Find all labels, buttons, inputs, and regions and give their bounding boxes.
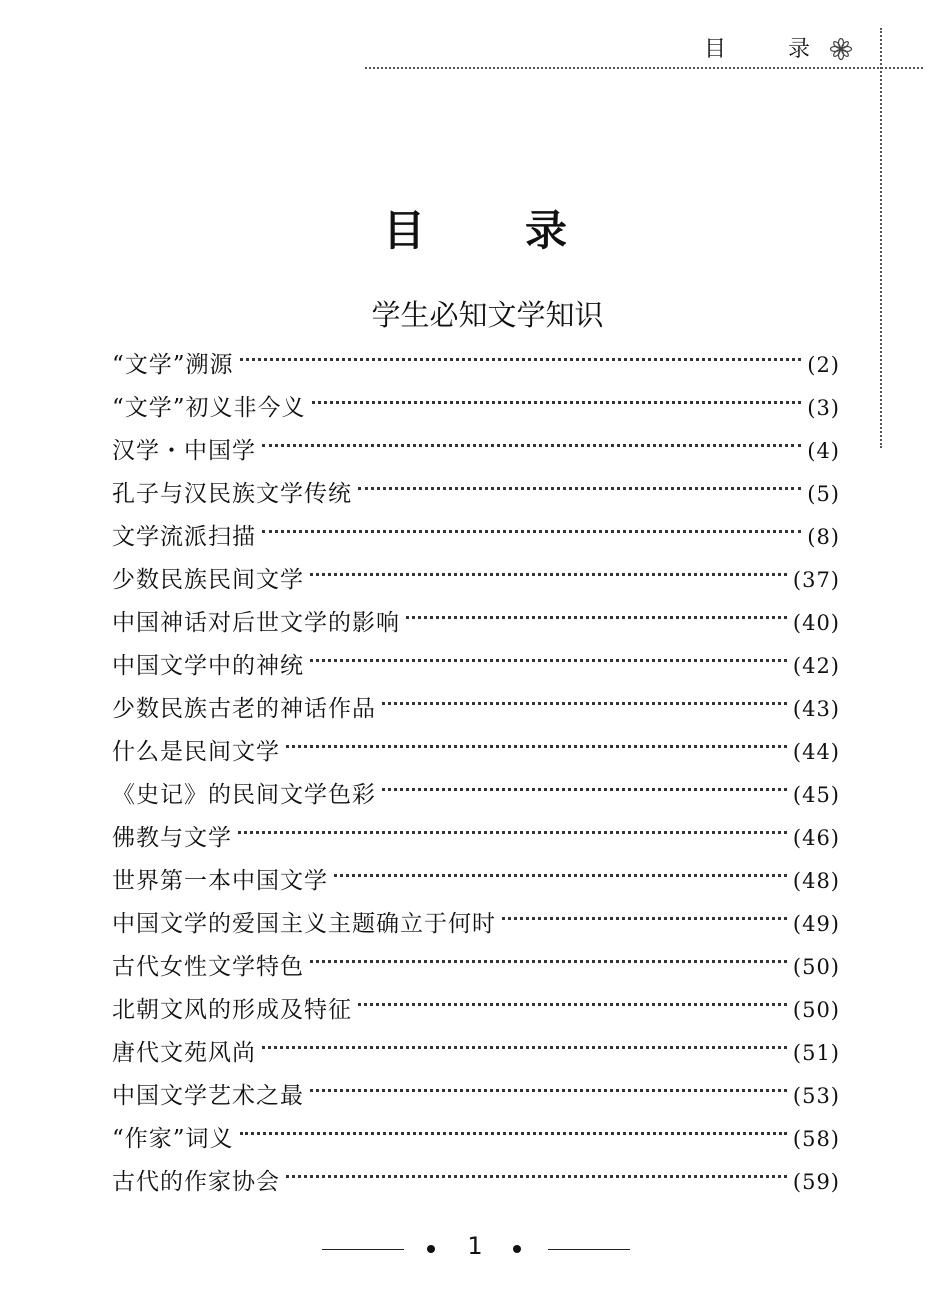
toc-entry[interactable] bbox=[112, 430, 840, 473]
toc-entry[interactable] bbox=[112, 1032, 840, 1075]
toc-entry-page: (59) bbox=[792, 1170, 840, 1194]
toc-dot-leader bbox=[310, 659, 787, 662]
toc-entry[interactable] bbox=[112, 602, 840, 645]
toc-entry-title: 什么是民间文学 bbox=[112, 739, 280, 765]
toc-entry-title: 唐代文苑风尚 bbox=[112, 1040, 256, 1066]
toc-entry-title: 少数民族民间文学 bbox=[112, 567, 304, 593]
toc-entry-title: 中国文学的爱国主义主题确立于何时 bbox=[112, 911, 496, 937]
running-head bbox=[700, 32, 840, 66]
toc-entry-title: 文学流派扫描 bbox=[112, 524, 256, 550]
toc-dot-leader bbox=[262, 530, 801, 533]
toc-entry-page: (44) bbox=[792, 740, 840, 764]
section-heading: 学生必知文学知识 bbox=[371, 298, 604, 332]
running-head-char-2: 录 bbox=[788, 37, 811, 62]
toc-dot-leader bbox=[240, 358, 802, 361]
toc-dot-leader bbox=[502, 917, 787, 920]
toc-dot-leader bbox=[286, 1175, 787, 1178]
toc-entry[interactable] bbox=[112, 516, 840, 559]
toc-entry[interactable] bbox=[112, 473, 840, 516]
toc-entry[interactable] bbox=[112, 1075, 840, 1118]
toc-entry-page: (48) bbox=[792, 869, 840, 893]
toc-dot-leader bbox=[286, 745, 787, 748]
toc-dot-leader bbox=[310, 1089, 787, 1092]
toc-entry-page: (5) bbox=[807, 482, 840, 506]
page-footer bbox=[0, 1230, 950, 1270]
toc-entry-title: 中国文学艺术之最 bbox=[112, 1083, 304, 1109]
toc-dot-leader bbox=[312, 401, 802, 404]
toc-entry[interactable] bbox=[112, 344, 840, 387]
toc-dot-leader bbox=[310, 573, 787, 576]
toc-entry-title: 北朝文风的形成及特征 bbox=[112, 997, 352, 1023]
toc-dot-leader bbox=[334, 874, 787, 877]
toc-entry-page: (8) bbox=[807, 525, 840, 549]
toc-entry-title: “作家”词义 bbox=[112, 1126, 234, 1152]
page-title-char-1: 目 bbox=[383, 206, 426, 255]
toc-entry[interactable] bbox=[112, 387, 840, 430]
toc-entry-page: (43) bbox=[792, 697, 840, 721]
toc-entry[interactable] bbox=[112, 817, 840, 860]
toc-entry-page: (53) bbox=[792, 1084, 840, 1108]
toc-dot-leader bbox=[358, 487, 801, 490]
toc-entry-page: (45) bbox=[792, 783, 840, 807]
page-title-char-2: 录 bbox=[525, 206, 568, 255]
toc-entry-title: 世界第一本中国文学 bbox=[112, 868, 328, 894]
toc-entry[interactable] bbox=[112, 946, 840, 989]
toc-entry[interactable] bbox=[112, 645, 840, 688]
toc-entry-title: 汉学・中国学 bbox=[112, 438, 256, 464]
toc-entry-page: (42) bbox=[792, 654, 840, 678]
toc-entry[interactable] bbox=[112, 903, 840, 946]
toc-entry-page: (49) bbox=[792, 912, 840, 936]
toc-entry-page: (50) bbox=[792, 998, 840, 1022]
footer-dot-left bbox=[427, 1245, 435, 1253]
toc-entry-title: 古代女性文学特色 bbox=[112, 954, 304, 980]
toc-dot-leader bbox=[262, 1046, 787, 1049]
toc-dot-leader bbox=[310, 960, 787, 963]
toc-entry-title: 孔子与汉民族文学传统 bbox=[112, 481, 352, 507]
toc-entry-page: (2) bbox=[807, 353, 840, 377]
toc-dot-leader bbox=[262, 444, 801, 447]
footer-dot-right bbox=[513, 1245, 521, 1253]
toc-entry[interactable] bbox=[112, 688, 840, 731]
toc-dot-leader bbox=[382, 788, 787, 791]
toc-entry-page: (40) bbox=[792, 611, 840, 635]
toc-entry[interactable] bbox=[112, 774, 840, 817]
toc-entry-title: 中国文学中的神统 bbox=[112, 653, 304, 679]
toc-dot-leader bbox=[406, 616, 787, 619]
toc-entry-page: (37) bbox=[792, 568, 840, 592]
toc-entry-page: (4) bbox=[807, 439, 840, 463]
toc-dot-leader bbox=[358, 1003, 787, 1006]
running-head-char-1: 目 bbox=[704, 37, 727, 62]
toc-dot-leader bbox=[240, 1132, 787, 1135]
toc-entry-page: (3) bbox=[807, 396, 840, 420]
toc-entry-page: (50) bbox=[792, 955, 840, 979]
toc-entry-page: (58) bbox=[792, 1127, 840, 1151]
footer-line-left bbox=[322, 1249, 404, 1250]
header-dotted-rule bbox=[365, 67, 923, 69]
toc-entry[interactable] bbox=[112, 1118, 840, 1161]
toc-entry-title: 中国神话对后世文学的影响 bbox=[112, 610, 400, 636]
toc-entry-page: (51) bbox=[792, 1041, 840, 1065]
toc-entry[interactable] bbox=[112, 1161, 840, 1204]
toc-entry-title: “文学”溯源 bbox=[112, 352, 234, 378]
page-title bbox=[0, 198, 950, 258]
toc-dot-leader bbox=[238, 831, 787, 834]
toc-entry-title: 古代的作家协会 bbox=[112, 1169, 280, 1195]
toc-entry[interactable] bbox=[112, 731, 840, 774]
toc-entry-title: 少数民族古老的神话作品 bbox=[112, 696, 376, 722]
toc-entry[interactable] bbox=[112, 989, 840, 1032]
toc-entry[interactable] bbox=[112, 860, 840, 903]
footer-line-right bbox=[548, 1249, 630, 1250]
toc-entry-title: 《史记》的民间文学色彩 bbox=[112, 782, 376, 808]
table-of-contents bbox=[112, 344, 840, 1204]
toc-entry-page: (46) bbox=[792, 826, 840, 850]
page-number: 1 bbox=[467, 1232, 483, 1260]
toc-entry-title: 佛教与文学 bbox=[112, 825, 232, 851]
toc-entry[interactable] bbox=[112, 559, 840, 602]
toc-entry-title: “文学”初义非今义 bbox=[112, 395, 306, 421]
toc-dot-leader bbox=[382, 702, 787, 705]
flower-ornament-icon bbox=[830, 38, 852, 60]
